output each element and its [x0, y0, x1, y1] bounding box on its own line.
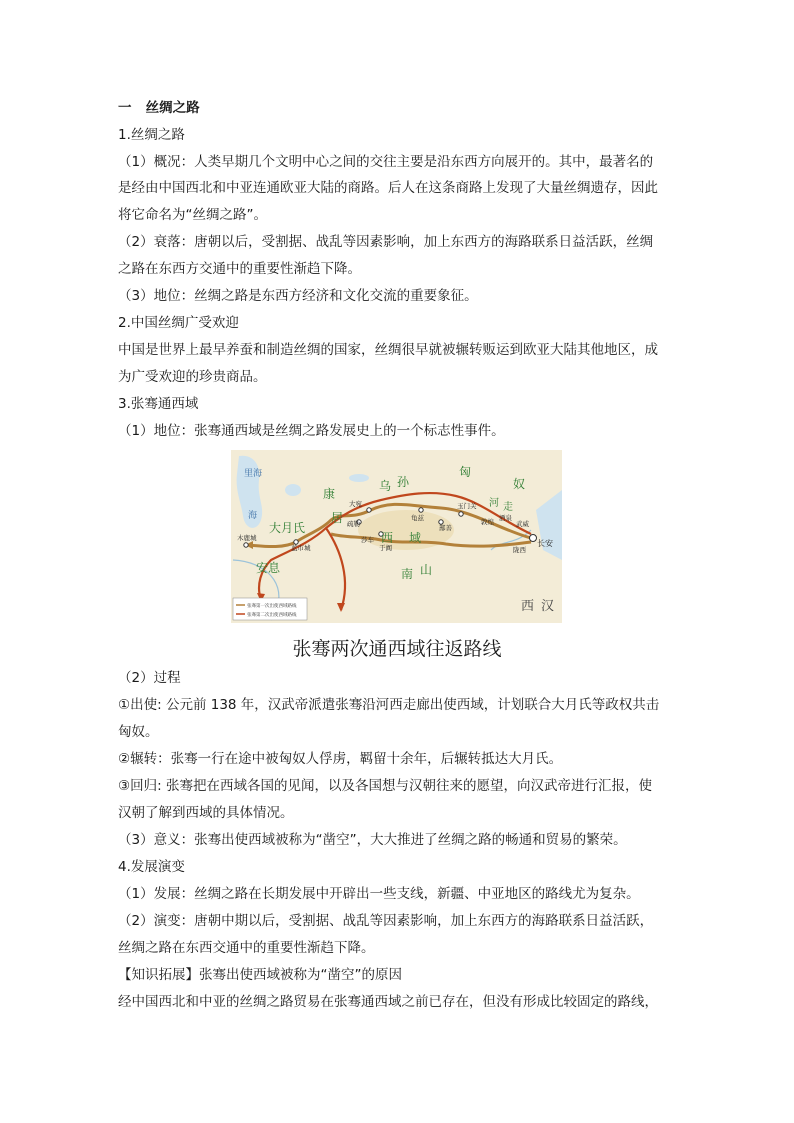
map-label: 匈 — [459, 465, 472, 479]
map-label: 海 — [248, 511, 258, 521]
legend-label-2: 张骞第二次出使西域路线 — [247, 613, 297, 618]
paragraph-line: （2）演变：唐朝中期以后，受割据、战乱等因素影响，加上东西方的海路联系日益活跃， — [118, 913, 654, 929]
map-label: 域 — [409, 531, 422, 545]
map-label: 大月氏 — [269, 521, 306, 535]
paragraph-line: 经中国西北和中亚的丝绸之路贸易在张骞通西域之前已存在，但没有形成比较固定的路线， — [118, 994, 658, 1010]
city-marker — [244, 543, 248, 547]
map-label: 河 — [489, 498, 499, 509]
city-marker — [419, 508, 423, 512]
map-label: 于阗 — [379, 544, 392, 552]
map-label: 长安 — [537, 539, 553, 548]
map-label: 疏勒 — [347, 520, 360, 528]
city-marker — [530, 535, 537, 542]
paragraph-line: （2）衰落：唐朝以后，受割据、战乱等因素影响，加上东西方的海路联系日益活跃，丝绸 — [118, 234, 654, 250]
route-map — [231, 450, 562, 623]
aral-lake — [285, 484, 301, 496]
subsection-title-3: 3.张骞通西域 — [118, 396, 199, 412]
paragraph-line: （1）地位：张骞通西域是丝绸之路发展史上的一个标志性事件。 — [118, 423, 505, 439]
map-label: 汉 — [541, 599, 555, 614]
map-label: 里海 — [244, 469, 263, 479]
paragraph-line: （3）意义：张骞出使西域被称为“凿空”，大大推进了丝绸之路的畅通和贸易的繁荣。 — [118, 832, 627, 848]
map-label: 陇西 — [513, 546, 526, 554]
paragraph-line: （1）发展：丝绸之路在长期发展中开辟出一些支线，新疆、中亚地区的路线尤为复杂。 — [118, 886, 640, 902]
map-label: 木鹿城 — [237, 534, 257, 542]
map-label: 乌 — [379, 479, 392, 493]
paragraph-line: 之路在东西方交通中的重要性渐趋下降。 — [118, 261, 361, 277]
map-caption: 张骞两次通西域往返路线 — [292, 638, 502, 660]
paragraph-line: ②辗转：张骞一行在途中被匈奴人俘虏，羁留十余年，后辗转抵达大月氏。 — [118, 751, 563, 767]
paragraph-line: ③回归: 张骞把在西域各国的见闻，以及各国想与汉朝往来的愿望，向汉武帝进行汇报，使 — [118, 778, 652, 794]
map-label: 大宛 — [349, 500, 362, 508]
map-label: 走 — [503, 502, 513, 513]
paragraph-line: 为广受欢迎的珍贵商品。 — [118, 369, 267, 385]
city-marker — [459, 512, 463, 516]
knowledge-extension-title: 【知识拓展】张骞出使西域被称为“凿空”的原因 — [118, 967, 402, 983]
map-label: 鄯善 — [439, 524, 452, 532]
paragraph-line: （3）地位：丝绸之路是东西方经济和文化交流的重要象征。 — [118, 288, 478, 304]
map-label: 南 — [401, 567, 414, 581]
subsection-title-4: 4.发展演变 — [118, 859, 185, 875]
paragraph-line: ①出使: 公元前 138 年，汉武帝派遣张骞沿河西走廊出使西域，计划联合大月氏等政权共击 — [118, 697, 660, 713]
map-label: 龟兹 — [411, 514, 424, 522]
map-label: 武威 — [516, 520, 529, 528]
section-number: 一 — [118, 100, 132, 116]
map-label: 莎车 — [361, 536, 374, 544]
map-label: 居 — [331, 511, 344, 525]
paragraph-line: （1）概况：人类早期几个文明中心之间的交往主要是沿东西方向展开的。其中，最著名的 — [118, 154, 654, 170]
map-label: 奴 — [513, 477, 526, 491]
balkhash-lake — [349, 474, 369, 482]
paragraph-line: 丝绸之路在东西交通中的重要性渐趋下降。 — [118, 940, 375, 956]
map-label: 孙 — [397, 475, 410, 489]
map-label: 敦煌 — [481, 518, 494, 526]
subsection-title-2: 2.中国丝绸广受欢迎 — [118, 315, 239, 331]
map-label: 蓝市城 — [291, 544, 311, 552]
map-label: 酒泉 — [499, 514, 512, 522]
paragraph-line: 中国是世界上最早养蚕和制造丝绸的国家，丝绸很早就被辗转贩运到欧亚大陆其他地区，成 — [118, 342, 658, 358]
paragraph-line: 汉朝了解到西域的具体情况。 — [118, 805, 294, 821]
legend-label-1: 张骞第一次出使西域路线 — [247, 604, 297, 609]
paragraph-line: 匈奴。 — [118, 724, 159, 740]
paragraph-line: 将它命名为“丝绸之路”。 — [118, 207, 267, 223]
map-label: 山 — [420, 563, 433, 577]
subsection-title-1: 1.丝绸之路 — [118, 127, 185, 143]
section-heading — [118, 98, 686, 118]
paragraph-line: 是经由中国西北和中亚连通欧亚大陆的商路。后人在这条商路上发现了大量丝绸遗存，因此 — [118, 180, 658, 196]
paragraph-line: （2）过程 — [118, 670, 181, 686]
map-label: 玉门关 — [457, 502, 477, 510]
map-label: 西 — [381, 531, 394, 545]
city-marker — [367, 508, 371, 512]
map-label: 康 — [323, 487, 336, 501]
map-label: 西 — [521, 599, 535, 614]
section-title: 丝绸之路 — [145, 100, 200, 116]
map-label: 安息 — [256, 561, 281, 575]
